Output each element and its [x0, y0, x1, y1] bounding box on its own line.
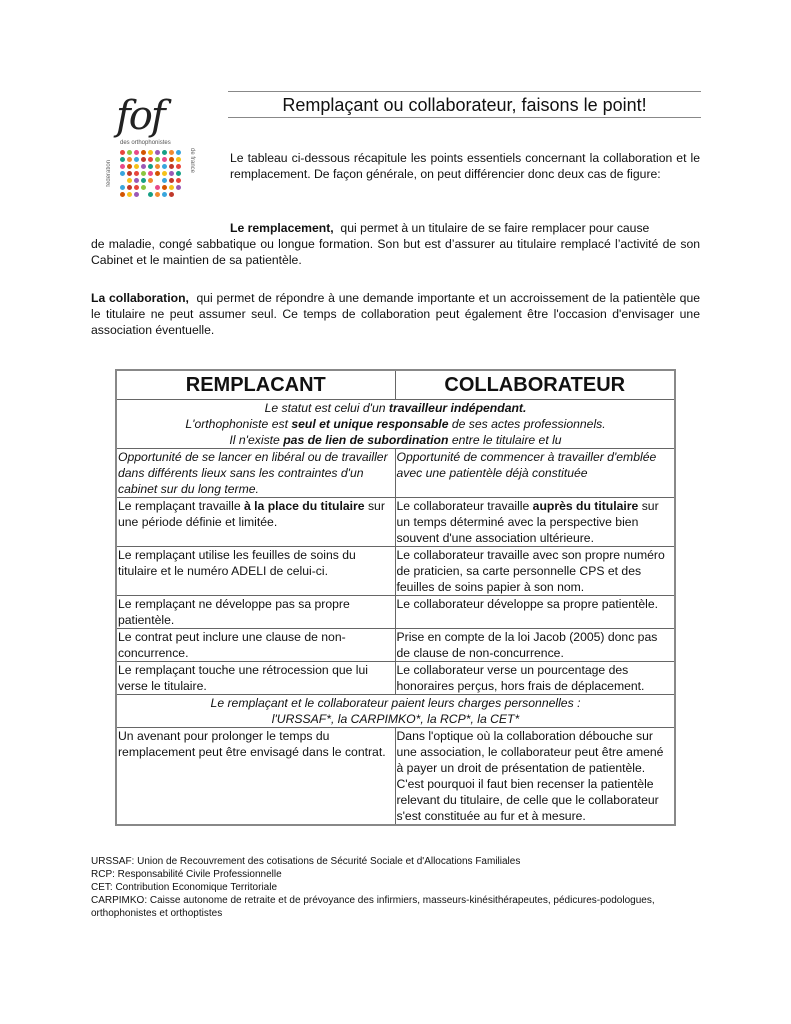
logo-dot	[148, 178, 153, 183]
logo-dot	[134, 185, 139, 190]
shared-text: L'orthophoniste est	[185, 417, 292, 431]
logo-dot	[134, 157, 139, 162]
collaborateur-cell: Le collaborateur développe sa propre patientèle.	[395, 596, 675, 629]
table-row	[116, 547, 675, 596]
remplacant-cell	[116, 498, 395, 547]
logo-dot	[127, 157, 132, 162]
logo-dot	[141, 164, 146, 169]
shared-text: Il n'existe	[229, 433, 284, 447]
table-row	[116, 629, 675, 662]
logo-dot	[155, 157, 160, 162]
logo-dot	[148, 164, 153, 169]
logo-dot	[176, 164, 181, 169]
shared-text: Le statut est celui d'un	[264, 401, 389, 415]
shared-charges-cell	[116, 695, 675, 728]
logo-dot	[155, 185, 160, 190]
remplacement-paragraph	[91, 220, 700, 268]
remplacant-cell: Le remplaçant utilise les feuilles de soins du titulaire et le numéro ADELI de celui-ci.	[116, 547, 395, 596]
logo-dot	[134, 164, 139, 169]
page-title: Remplaçant ou collaborateur, faisons le point!	[282, 95, 647, 115]
logo-dot	[120, 150, 125, 155]
logo-dot	[169, 157, 174, 162]
logo-dot	[134, 192, 139, 197]
table-row	[116, 596, 675, 629]
remplacant-cell: Un avenant pour prolonger le temps du remplacement peut être envisagé dans le contrat.	[116, 728, 395, 826]
table-row	[116, 449, 675, 498]
logo-dot	[148, 150, 153, 155]
logo-dot	[155, 164, 160, 169]
logo-dot	[162, 164, 167, 169]
logo-dot	[148, 192, 153, 197]
shared-text: de ses actes professionnels.	[448, 417, 606, 431]
logo-dot	[162, 178, 167, 183]
cell-text: Le remplaçant travaille	[118, 499, 244, 513]
collaboration-text: qui permet de répondre à une demande importante et un accroissement de la patientèle que le titulaire ne peut assumer seul. Ce temps de collaboration peut également être l'occasion d'envisager une association éventuelle.	[91, 291, 701, 337]
remplacant-cell: Le remplaçant touche une rétrocession que lui verse le titulaire.	[116, 662, 395, 695]
shared-bold: pas de lien de subordination	[283, 433, 449, 447]
logo-dot	[120, 185, 125, 190]
logo-dot	[127, 192, 132, 197]
header-collaborateur: COLLABORATEUR	[395, 370, 675, 400]
logo-dot	[176, 157, 181, 162]
logo-dot	[148, 171, 153, 176]
title-rule-top	[228, 91, 701, 92]
collaborateur-cell	[395, 498, 675, 547]
footnote: RCP: Responsabilité Civile Professionnelle	[91, 869, 282, 880]
logo-dot	[169, 192, 174, 197]
logo-dot	[155, 150, 160, 155]
table-row	[116, 728, 675, 826]
logo-dot	[120, 192, 125, 197]
cell-text: sur un temps déterminé avec la perspective bien souvent d'une association ultérieure.	[396, 499, 659, 545]
remplacant-cell: Le contrat peut inclure une clause de non-concurrence.	[116, 629, 395, 662]
logo-dot	[176, 185, 181, 190]
logo-dot	[169, 178, 174, 183]
cell-text: Le collaborateur travaille	[396, 499, 533, 513]
shared-bold: travailleur indépendant.	[388, 401, 527, 415]
logo-dot	[127, 185, 132, 190]
remplacement-text: de maladie, congé sabbatique ou longue formation. Son but est d’assurer au titulaire remplacé l’activité de son Cabinet et le maintien de sa patientèle.	[91, 237, 700, 267]
cell-bold: auprès du titulaire	[532, 499, 639, 513]
logo-dot	[162, 185, 167, 190]
logo-dot	[141, 178, 146, 183]
shared-text: entre le titulaire et lu	[448, 433, 562, 447]
logo-dot	[134, 178, 139, 183]
footnote: CARPIMKO: Caisse autonome de retraite et de prévoyance des infirmiers, masseurs-kinésithérapeutes, pédicures-podologues, orthophonistes et orthoptistes	[91, 895, 655, 919]
remplacant-cell: Opportunité de se lancer en libéral ou de travailler dans différents lieux sans les contraintes d'un cabinet sur du long terme.	[116, 449, 395, 498]
footnotes	[91, 855, 691, 920]
comparison-table	[115, 369, 676, 826]
logo	[104, 93, 204, 214]
logo-dot	[162, 192, 167, 197]
footnote: URSSAF: Union de Recouvrement des cotisations de Sécurité Sociale et d'Allocations Familiales	[91, 856, 521, 867]
logo-dot	[148, 157, 153, 162]
table-row	[116, 498, 675, 547]
collaborateur-cell: Opportunité de commencer à travailler d'emblée avec une patientèle déjà constituée	[395, 449, 675, 498]
logo-side-left: fédération	[106, 160, 112, 187]
collaborateur-cell: Le collaborateur verse un pourcentage des honoraires perçus, hors frais de déplacement.	[395, 662, 675, 695]
collaborateur-cell: Le collaborateur travaille avec son propre numéro de praticien, sa carte personnelle CPS et des feuilles de soins papier à son nom.	[395, 547, 675, 596]
logo-mark: fof	[116, 93, 164, 139]
remplacement-line1: qui permet à un titulaire de se faire remplacer pour cause	[340, 221, 650, 235]
logo-dot	[134, 171, 139, 176]
table-row	[116, 662, 675, 695]
logo-dot	[169, 171, 174, 176]
shared-status-cell	[116, 400, 675, 449]
logo-side-right: de france	[189, 148, 195, 174]
intro-paragraph: Le tableau ci-dessous récapitule les points essentiels concernant la collaboration et le remplacement. De façon générale, on peut différencier donc deux cas de figure:	[230, 151, 700, 181]
logo-dot	[120, 157, 125, 162]
cell-bold: à la place du titulaire	[244, 499, 365, 513]
remplacement-term: Le remplacement,	[230, 221, 334, 235]
logo-dot	[141, 171, 146, 176]
table-row-shared-status	[116, 400, 675, 449]
cell-text: sur une période définie et limitée.	[118, 499, 385, 529]
logo-dot	[162, 150, 167, 155]
collaborateur-cell: Prise en compte de la loi Jacob (2005) donc pas de clause de non-concurrence.	[395, 629, 675, 662]
table-header-row	[116, 370, 675, 400]
logo-dot	[176, 178, 181, 183]
logo-dot	[155, 171, 160, 176]
table-row-shared-charges	[116, 695, 675, 728]
logo-dot	[141, 157, 146, 162]
shared-bold: seul et unique responsable	[291, 417, 449, 431]
logo-dot	[176, 171, 181, 176]
logo-dot	[127, 178, 132, 183]
logo-dot	[120, 171, 125, 176]
logo-dot	[169, 164, 174, 169]
logo-dot	[169, 185, 174, 190]
collaboration-term: La collaboration,	[91, 291, 189, 305]
logo-dot	[127, 171, 132, 176]
header-remplacant: REMPLACANT	[116, 370, 395, 400]
logo-dot	[155, 192, 160, 197]
logo-dot	[162, 171, 167, 176]
logo-dot	[169, 150, 174, 155]
collaborateur-cell: Dans l'optique où la collaboration débouche sur une association, le collaborateur peut être amené à payer un droit de présentation de patientèle. C'est pourquoi il faut bien recenser la patientèle relevant du titulaire, de celle que le collaborateur s'est constituée au fur et à mesure.	[395, 728, 675, 826]
logo-dot	[120, 164, 125, 169]
logo-dot	[141, 150, 146, 155]
logo-dot	[127, 150, 132, 155]
shared-charges-line: l'URSSAF*, la CARPIMKO*, la RCP*, la CET*	[271, 712, 520, 726]
logo-dot	[141, 185, 146, 190]
footnote: CET: Contribution Economique Territoriale	[91, 882, 278, 893]
logo-subtitle: des orthophonistes	[120, 140, 171, 146]
shared-charges-line: Le remplaçant et le collaborateur paient leurs charges personnelles :	[210, 696, 581, 710]
logo-dot	[134, 150, 139, 155]
collaboration-paragraph	[91, 290, 700, 338]
logo-dot	[176, 150, 181, 155]
remplacant-cell: Le remplaçant ne développe pas sa propre patientèle.	[116, 596, 395, 629]
logo-dot	[162, 157, 167, 162]
logo-dot	[127, 164, 132, 169]
title-rule-bottom	[228, 117, 701, 118]
